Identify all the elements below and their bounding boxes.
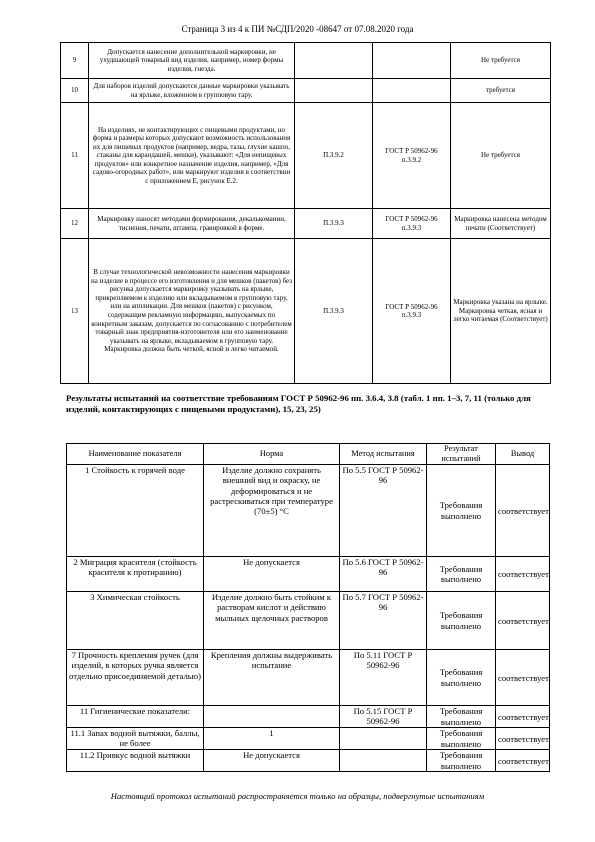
requirement-text: Допускается нанесение дополнительной маркировки, не ухудшающей товарный вид изделия, например, номер формы изделия, гнезда. — [89, 43, 295, 79]
method-text: По 5.6 ГОСТ Р 50962-96 — [340, 557, 427, 592]
requirements-row — [61, 209, 551, 239]
row-number: 11 — [61, 103, 89, 209]
norm-text: Крепления должны выдерживать испытание — [204, 650, 340, 706]
col-header-method: Метод испытания — [340, 444, 427, 465]
verdict-text: соответствует — [496, 465, 550, 557]
result-text: Требования выполнено — [427, 706, 496, 728]
clause-ref: П.3.9.2 — [295, 103, 373, 209]
result-text: Маркировка нанесена методом печати (Соответствует) — [451, 209, 551, 239]
results-row — [67, 750, 550, 772]
results-row — [67, 706, 550, 728]
indicator-name: 3 Химическая стойкость — [67, 592, 204, 650]
requirements-table — [60, 42, 551, 384]
col-header-result: Результат испытаний — [427, 444, 496, 465]
method-ref: ГОСТ Р 50962-96 п.3.9.3 — [373, 239, 451, 384]
clause-ref — [295, 79, 373, 103]
method-text — [340, 750, 427, 772]
result-text: Требования выполнено — [427, 557, 496, 592]
col-header-norm: Норма — [204, 444, 340, 465]
norm-text: Не допускается — [204, 750, 340, 772]
norm-text: 1 — [204, 728, 340, 750]
norm-text: Изделие должно сохранять внешний вид и окраску, не деформироваться и не растрескиваться при температуре (70±5) °С — [204, 465, 340, 557]
indicator-name: 11 Гигиенические показатели: — [67, 706, 204, 728]
col-header-indicator: Наименование показателя — [67, 444, 204, 465]
clause-ref: П.3.9.3 — [295, 209, 373, 239]
requirements-row — [61, 79, 551, 103]
method-ref — [373, 43, 451, 79]
norm-text: Не допускается — [204, 557, 340, 592]
results-header-row — [67, 444, 550, 465]
indicator-name: 11.2 Привкус водной вытяжки — [67, 750, 204, 772]
method-text: По 5.5 ГОСТ Р 50962-96 — [340, 465, 427, 557]
result-text: Маркировка указана на ярлыке. Маркировка четкая, ясная и легко читаемая (Соответствует) — [451, 239, 551, 384]
method-text: По 5.15 ГОСТ Р 50962-96 — [340, 706, 427, 728]
results-row — [67, 592, 550, 650]
requirement-text: Для наборов изделий допускаются данные маркировки указывать на ярлыке, вложенном в групповую тару. — [89, 79, 295, 103]
verdict-text: соответствует — [496, 706, 550, 728]
results-row — [67, 728, 550, 750]
requirement-text: Маркировку наносят методами формирования, декалькомании, тиснения, печати, штампа, гравировкой в форме. — [89, 209, 295, 239]
method-ref — [373, 79, 451, 103]
result-text: Требования выполнено — [427, 728, 496, 750]
col-header-verdict: Вывод — [496, 444, 550, 465]
page-footer-note: Настоящий протокол испытаний распространяется только на образцы, подвергнутые испытаниям — [110, 791, 485, 801]
results-row — [67, 465, 550, 557]
page-header: Страница 3 из 4 к ПИ №СДП/2020 -08647 от 07.08.2020 года — [181, 24, 414, 34]
verdict-text: соответствует — [496, 728, 550, 750]
verdict-text: соответствует — [496, 650, 550, 706]
requirements-row — [61, 103, 551, 209]
results-row — [67, 650, 550, 706]
norm-text — [204, 706, 340, 728]
row-number: 12 — [61, 209, 89, 239]
method-text — [340, 728, 427, 750]
clause-ref — [295, 43, 373, 79]
norm-text: Изделие должно быть стойким к растворам кислот и действию мыльных щелочных растворов — [204, 592, 340, 650]
method-ref: ГОСТ Р 50962-96 п.3.9.3 — [373, 209, 451, 239]
indicator-name: 11.1 Запах водной вытяжки, баллы, не более — [67, 728, 204, 750]
requirements-row — [61, 239, 551, 384]
indicator-name: 7 Прочность крепления ручек (для изделий, в которых ручка является отдельно присоединяемой деталью) — [67, 650, 204, 706]
verdict-text: соответствует — [496, 557, 550, 592]
indicator-name: 1 Стойкость к горячей воде — [67, 465, 204, 557]
result-text: Требования выполнено — [427, 465, 496, 557]
verdict-text: соответствует — [496, 592, 550, 650]
result-text: Требования выполнено — [427, 750, 496, 772]
requirement-text: На изделиях, не контактирующих с пищевыми продуктами, но форма и размеры которых допускают возможность использования их для пищевых продуктов (например, ведра, тазы, глухие кашпо, стаканы для карандашей, мешки), указывают: «Для непищевых продуктов» или конкретное назначение изделия, например, «Для садово-огородных работ», или маркируют изделия в соответствии с приложением Е, рисунок Е.2. — [89, 103, 295, 209]
results-row — [67, 557, 550, 592]
indicator-name: 2 Миграция красителя (стойкость красителя к протиранию) — [67, 557, 204, 592]
row-number: 9 — [61, 43, 89, 79]
method-text: По 5.7 ГОСТ Р 50962-96 — [340, 592, 427, 650]
results-title: Результаты испытаний на соответствие требованиям ГОСТ Р 50962-96 пп. 3.6.4, 3.8 (табл. 1 пп. 1–3, 7, 11 (только для изделий, контактирующих с пищевыми продуктами), 15, 23, 25) — [66, 393, 531, 414]
results-table — [66, 443, 550, 772]
method-ref: ГОСТ Р 50962-96 п.3.9.2 — [373, 103, 451, 209]
result-text: Требования выполнено — [427, 592, 496, 650]
result-text: Требования выполнено — [427, 650, 496, 706]
row-number: 10 — [61, 79, 89, 103]
requirements-row — [61, 43, 551, 79]
verdict-text: соответствует — [496, 750, 550, 772]
row-number: 13 — [61, 239, 89, 384]
requirement-text: В случае технологической невозможности нанесения маркировки на изделие в процессе его изготовления и для мешков (пакетов) без рисунка допускается маркировку указывать на ярлыке, прикрепляемом к изделию или вкладываемом в групповую тару, или на аппликации. Для мешков (пакетов) с рисунком, содержащим рекламную информацию, выпускаемых по конкретным заказам, допускается по согласованию с потребителем товарный знак предприятия-изготовителя или его наименование указывать на ярлыке, вкладываемом в групповую тару. Маркировка должна быть четкой, ясной и легко читаемой. — [89, 239, 295, 384]
result-text: Не требуется — [451, 103, 551, 209]
result-text: Не требуется — [451, 43, 551, 79]
clause-ref: П.3.9.3 — [295, 239, 373, 384]
method-text: По 5.11 ГОСТ Р 50962-96 — [340, 650, 427, 706]
result-text: требуется — [451, 79, 551, 103]
